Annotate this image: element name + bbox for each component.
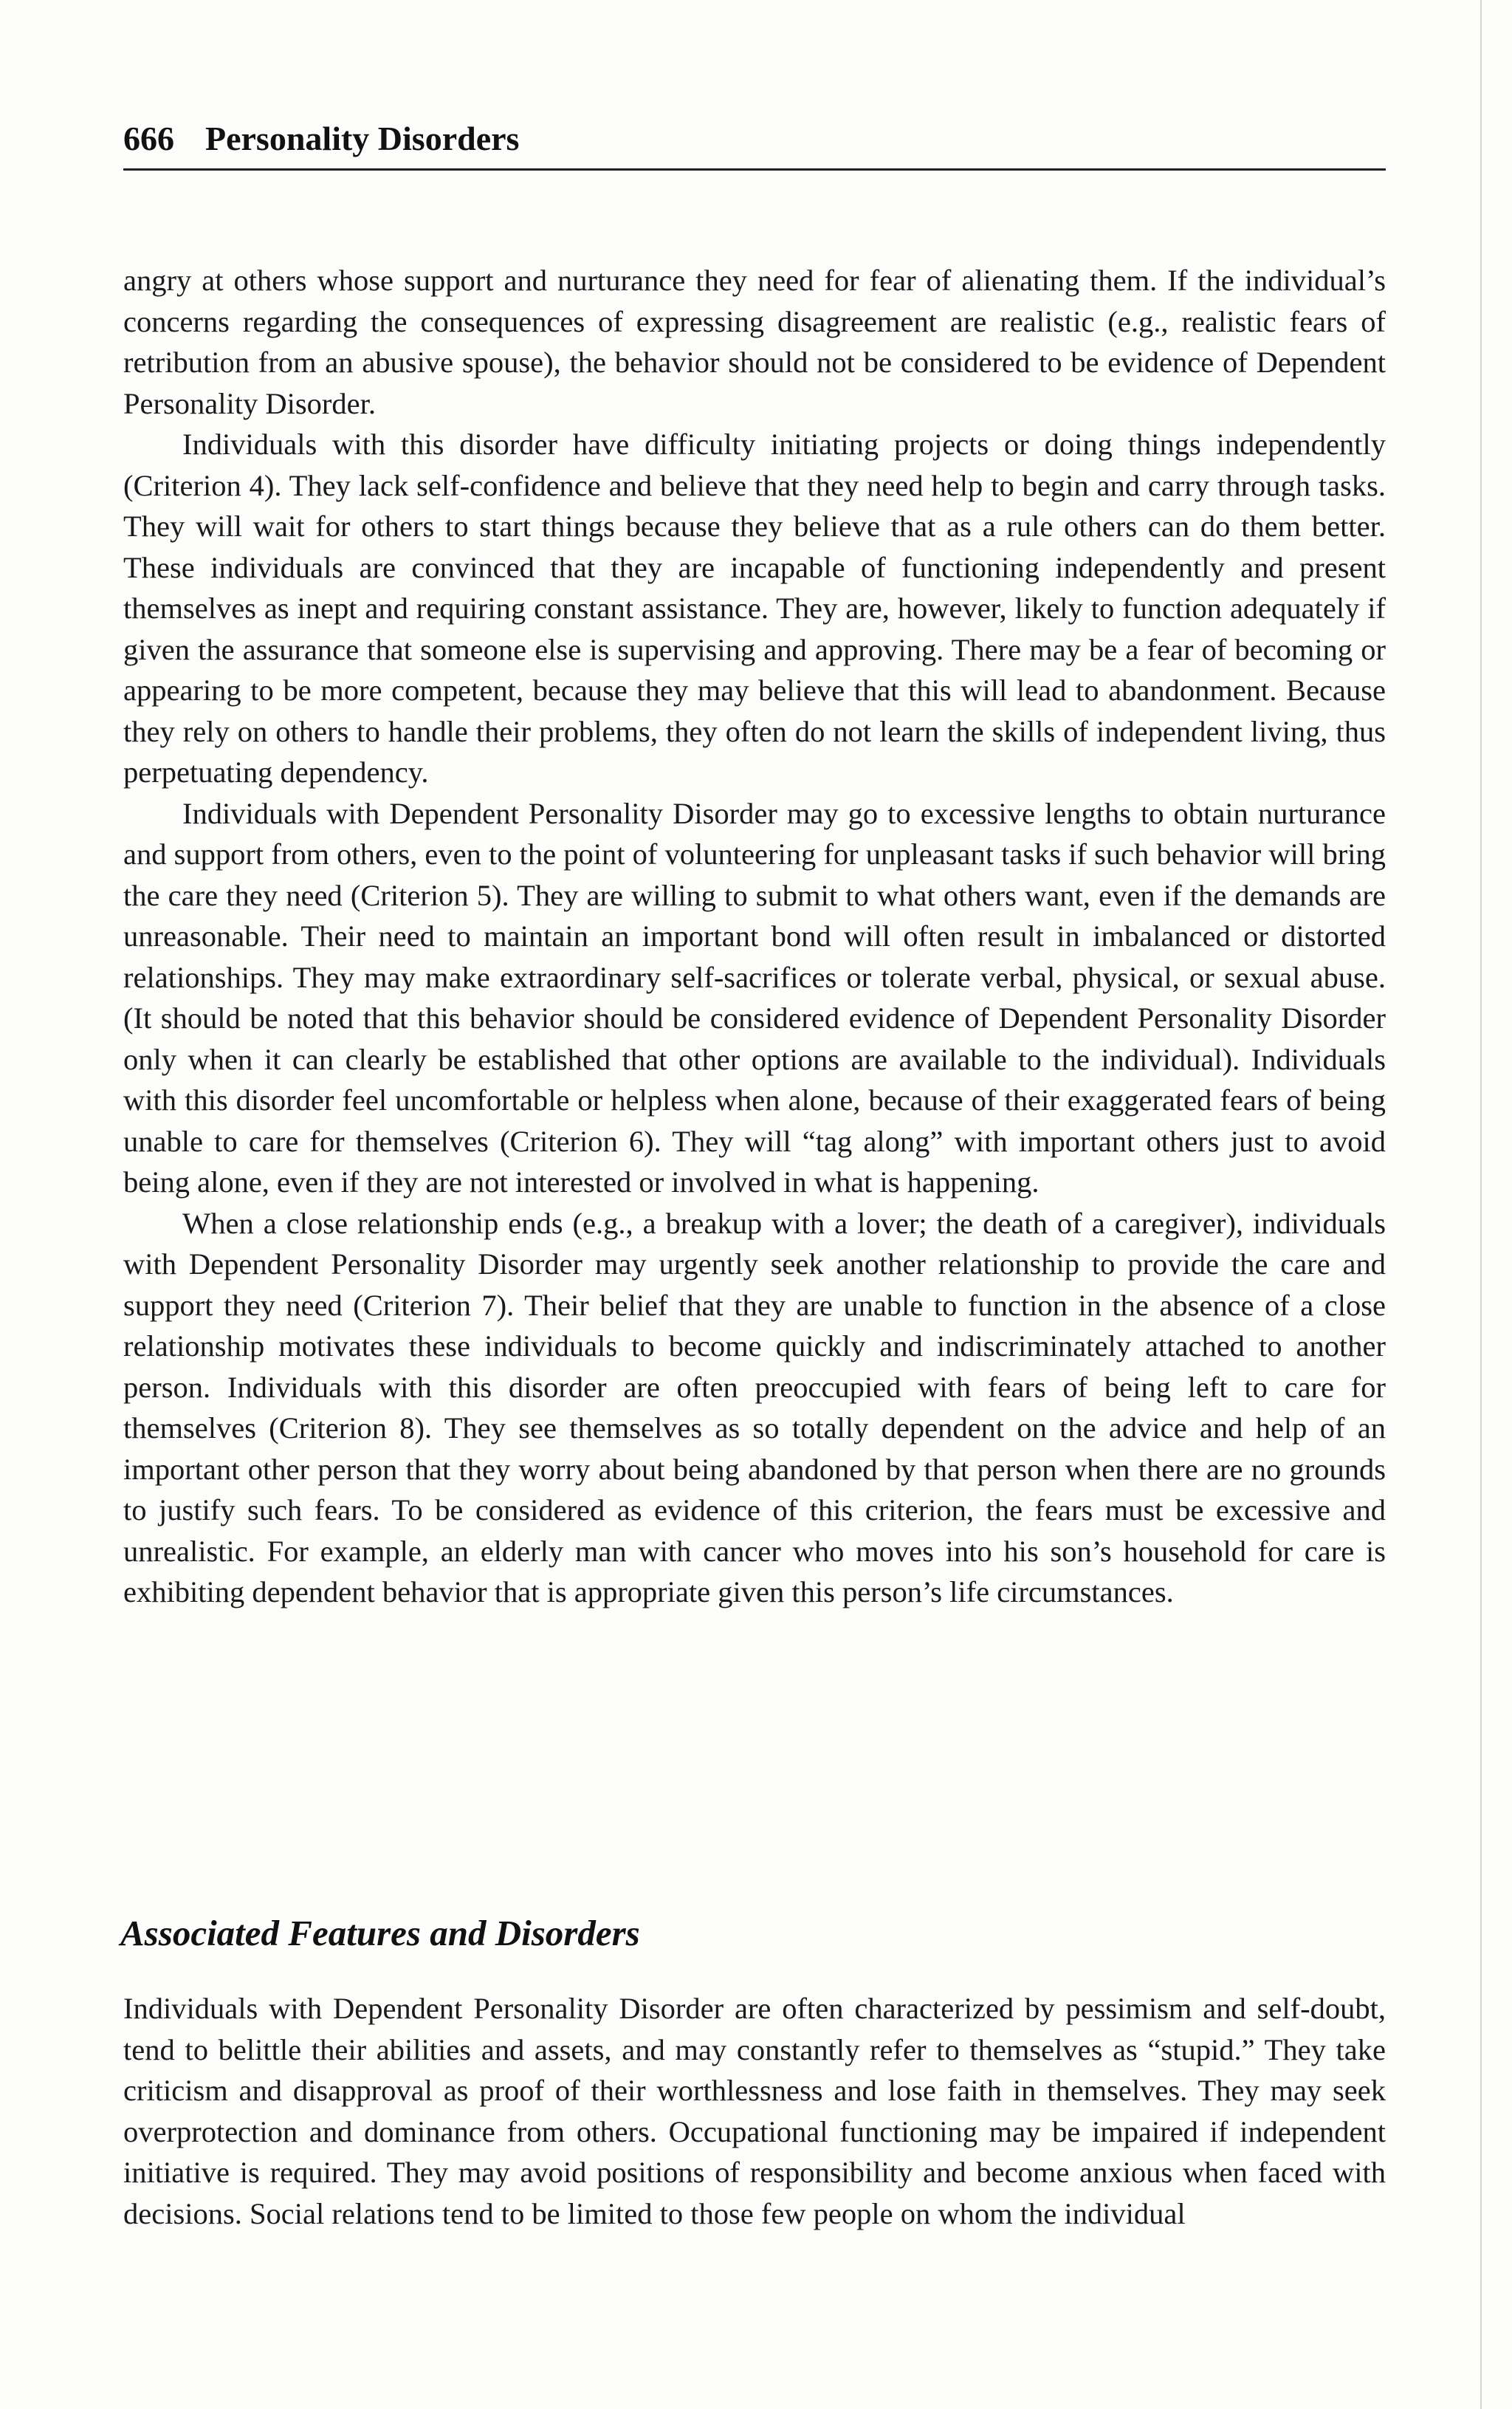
section-paragraph: Individuals with Dependent Personality Disorder are often characterized by pessimism and self-doubt, tend to belittle their abilities and assets, and may constantly refer to themselves as “stupid.” They take criticism and disapproval as proof of their worthlessness and lose faith in themselves. They may seek overprotection and dominance from others. Occupational functioning may be impaired if independent initiative is required. They may avoid positions of responsibility and become anxious when faced with decisions. Social relations tend to be limited to those few people on whom the individual [123,1992,1386,2230]
running-head [123,117,1386,161]
page-number: 666 [123,120,174,157]
body-text [123,260,1386,1613]
section-heading: Associated Features and Disorders [120,1913,640,1953]
page-edge-line [1480,0,1482,2409]
paragraph-continuation: angry at others whose support and nurturance they need for fear of alienating them. If the individual’s concerns regarding the consequences of expressing disagreement are realistic (e.g., realistic fears of retribution from an abusive spouse), the behavior should not be considered to be evidence of Dependent Personality Disorder. [123,264,1386,420]
section-text [123,1988,1386,2234]
paragraph-criterion-4: Individuals with this disorder have difficulty initiating projects or doing things independently (Criterion 4). They lack self-confidence and believe that they need help to begin and carry through tasks. They will wait for others to start things because they believe that as a rule others can do them better. These individuals are convinced that they are incapable of functioning independently and present themselves as inept and requiring constant assistance. They are, however, likely to function adequately if given the assurance that someone else is supervising and approving. There may be a fear of becoming or appearing to be more competent, because they may believe that this will lead to abandonment. Because they rely on others to handle their problems, they often do not learn the skills of independent living, thus perpetuating dependency. [123,428,1386,789]
paragraph-criteria-5-6: Individuals with Dependent Personality Disorder may go to excessive lengths to obtain nurturance and support from others, even to the point of volunteering for unpleasant tasks if such behavior will bring the care they need (Criterion 5). They are willing to submit to what others want, even if the demands are unreasonable. Their need to maintain an important bond will often result in imbalanced or distorted relationships. They may make extraordinary self-sacrifices or tolerate verbal, physical, or sexual abuse. (It should be noted that this behavior should be considered evidence of Dependent Personality Disorder only when it can clearly be established that other options are available to the individual). Individuals with this disorder feel uncomfortable or helpless when alone, because of their exaggerated fears of being unable to care for themselves (Criterion 6). They will “tag along” with important others just to avoid being alone, even if they are not interested or involved in what is happening. [123,796,1386,1199]
running-title: Personality Disorders [205,120,520,157]
header-rule [123,168,1386,171]
paragraph-criteria-7-8: When a close relationship ends (e.g., a breakup with a lover; the death of a caregiver), individuals with Dependent Personality Disorder may urgently seek another relationship to provide the care and support they need (Criterion 7). Their belief that they are unable to function in the absence of a close relationship motivates these individuals to become quickly and indiscriminately attached to another person. Individuals with this disorder are often preoccupied with fears of being left to care for themselves (Criterion 8). They see themselves as so totally dependent on the advice and help of an important other person that they worry about being abandoned by that person when there are no grounds to justify such fears. To be considered as evidence of this criterion, the fears must be excessive and unrealistic. For example, an elderly man with cancer who moves into his son’s household for care is exhibiting dependent behavior that is appropriate given this person’s life circumstances. [123,1206,1386,1608]
